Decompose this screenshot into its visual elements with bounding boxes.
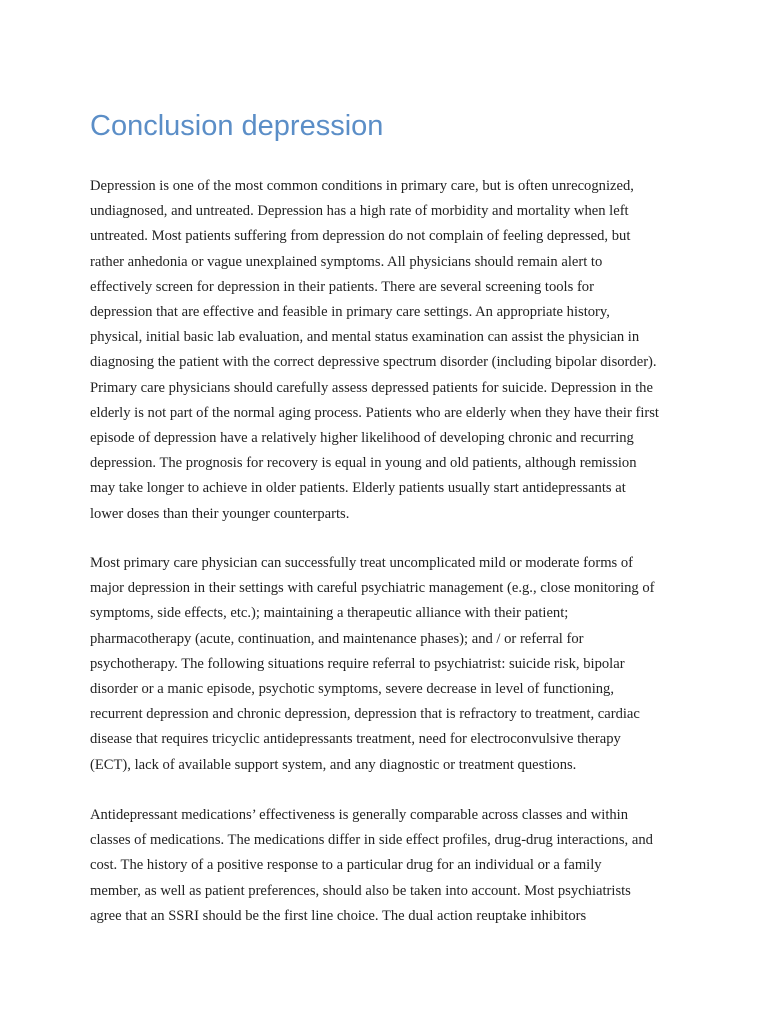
text-line: elderly is not part of the normal aging process. Patients who are elderly when they have their first [90,404,659,421]
text-line: disorder or a manic episode, psychotic symptoms, severe decrease in level of functioning, [90,681,614,698]
text-line: Primary care physicians should carefully assess depressed patients for suicide. Depression in the [90,379,653,396]
text-line: pharmacotherapy (acute, continuation, and maintenance phases); and / or referral for [90,630,584,647]
paragraph-2 [90,551,655,778]
text-line: Most primary care physician can successfully treat uncomplicated mild or moderate forms of [90,555,634,571]
text-line: disease that requires tricyclic antidepressants treatment, need for electroconvulsive therapy [90,731,621,748]
text-line: agree that an SSRI should be the first line choice. The dual action reuptake inhibitors [90,907,587,924]
text-line: Antidepressant medications’ effectiveness is generally comparable across classes and within [90,807,629,823]
text-line: Depression is one of the most common conditions in primary care, but is often unrecognized, [90,178,634,194]
text-line: member, as well as patient preferences, should also be taken into account. Most psychiatrists [90,882,631,899]
paragraph-3 [90,803,653,929]
text-line: lower doses than their younger counterparts. [90,505,350,522]
text-line: may take longer to achieve in older patients. Elderly patients usually start antidepressants at [90,480,626,497]
paragraph-1 [90,174,659,527]
text-line: cost. The history of a positive response to a particular drug for an individual or a family [90,857,602,874]
text-line: depression. The prognosis for recovery is equal in young and old patients, although remission [90,455,637,472]
text-line: depression that are effective and feasible in primary care settings. An appropriate history, [90,304,610,321]
text-line: undiagnosed, and untreated. Depression has a high rate of morbidity and mortality when left [90,203,629,220]
text-line: major depression in their settings with careful psychiatric management (e.g., close monitoring of [90,580,655,597]
text-line: classes of medications. The medications differ in side effect profiles, drug-drug interactions, and [90,832,653,849]
text-line: effectively screen for depression in their patients. There are several screening tools for [90,278,594,295]
document-title: Conclusion depression [90,110,384,142]
text-line: (ECT), lack of available support system, and any diagnostic or treatment questions. [90,756,577,773]
text-line: untreated. Most patients suffering from depression do not complain of feeling depressed, but [90,228,631,245]
text-line: symptoms, side effects, etc.); maintaining a therapeutic alliance with their patient; [90,605,569,622]
text-line: rather anhedonia or vague unexplained symptoms. All physicians should remain alert to [90,253,603,270]
text-line: recurrent depression and chronic depression, depression that is refractory to treatment, cardiac [90,706,640,723]
text-line: physical, initial basic lab evaluation, and mental status examination can assist the physician in [90,329,640,346]
text-line: episode of depression have a relatively higher likelihood of developing chronic and recurring [90,430,634,447]
text-line: diagnosing the patient with the correct depressive spectrum disorder (including bipolar disorder). [90,354,657,371]
text-line: psychotherapy. The following situations require referral to psychiatrist: suicide risk, bipolar [90,655,625,672]
